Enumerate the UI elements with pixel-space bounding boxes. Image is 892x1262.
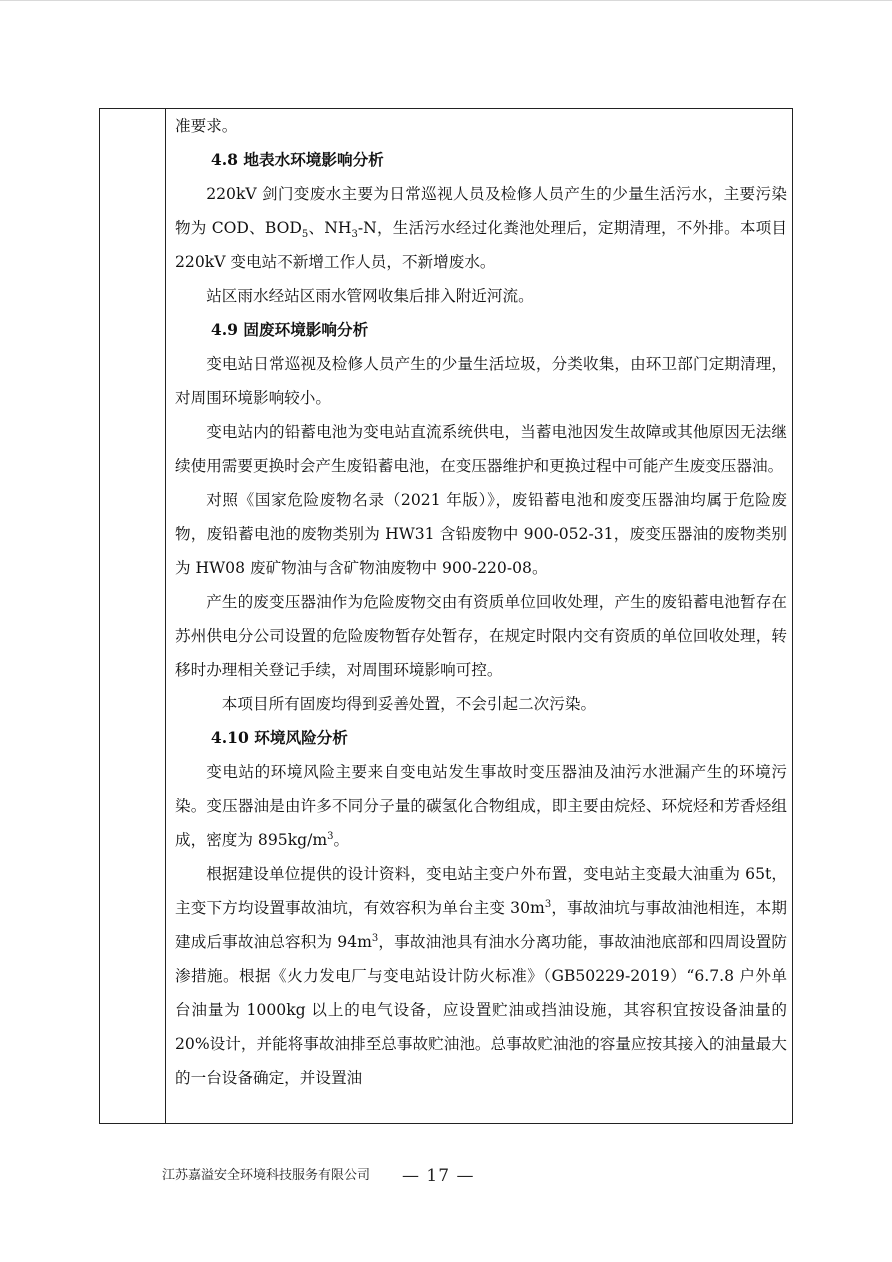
table-left-column bbox=[100, 109, 166, 1123]
paragraph-no-secondary-pollution: 本项目所有固废均得到妥善处置，不会引起二次污染。 bbox=[221, 695, 597, 713]
paragraph-lead-battery: 变电站内的铅蓄电池为变电站直流系统供电，当蓄电池因发生故障或其他原因无法继续使用需要更换时会产生废铅蓄电池，在变压器维护和更换过程中可能产生废变压器油。 bbox=[175, 423, 787, 475]
paragraph-rainwater: 站区雨水经站区雨水管网收集后排入附近河流。 bbox=[206, 287, 534, 305]
paragraph-hazard-list: 对照《国家危险废物名录（2021 年版）》，废铅蓄电池和废变压器油均属于危险废物，废铅蓄电池的废物类别为 HW31 含铅废物中 900-052-31，废变压器油的废物类别为 HW08 废矿物油与含矿物油废物中 900-220-08。 bbox=[175, 491, 787, 577]
section-heading-4-9: 4.9 固废环境影响分析 bbox=[210, 320, 369, 339]
table-content-cell bbox=[175, 109, 787, 1095]
paragraph-wastewater: 220kV 剑门变废水主要为日常巡视人员及检修人员产生的少量生活污水，主要污染物为 COD、$BOD_5$、$NH_3-N$，生活污水经过化粪池处理后，定期清理，不外排。本项目 220kV 变电站不新增工作人员，不新增废水。 bbox=[175, 185, 788, 271]
section-heading-4-10: 4.10 环境风险分析 bbox=[210, 728, 348, 747]
footer-company: 江苏嘉溢安全环境科技服务有限公司 bbox=[162, 1168, 371, 1183]
paragraph-risk-source: 变电站的环境风险主要来自变电站发生事故时变压器油及油污水泄漏产生的环境污染。变压器油是由许多不同分子量的碳氢化合物组成，即主要由烷烃、环烷烃和芳香烃组成，密度为 $895kg/m^3$。 bbox=[175, 763, 787, 849]
paragraph-waste-disposal: 产生的废变压器油作为危险废物交由有资质单位回收处理，产生的废铅蓄电池暂存在苏州供电分公司设置的危险废物暂存处暂存，在规定时限内交有资质的单位回收处理，转移时办理相关登记手续，对周围环境影响可控。 bbox=[175, 593, 787, 679]
paragraph-domestic-waste: 变电站日常巡视及检修人员产生的少量生活垃圾，分类收集，由环卫部门定期清理，对周围环境影响较小。 bbox=[175, 355, 787, 407]
section-heading-4-8: 4.8 地表水环境影响分析 bbox=[210, 150, 384, 169]
report-table-frame bbox=[99, 108, 793, 1124]
paragraph-accident-oil-pit: 根据建设单位提供的设计资料，变电站主变户外布置，变电站主变最大油重为 65t，主变下方均设置事故油坑，有效容积为单台主变 $30m^3$，事故油坑与事故油池相连，本期建成后事故油总容积为 $94m^3$，事故油池具有油水分离功能，事故油池底部和四周设置防渗措施。根据《火力发电厂与变电站设计防火标准》（GB50229-2019）“6.7.8 户外单台油量为 1000kg 以上的电气设备，应设置贮油或挡油设施，其容积宜按设备油量的 20%设计，并能将事故油排至总事故贮油池。总事故贮油池的容量应按其接入的油量最大的一台设备确定，并设置油 bbox=[175, 865, 787, 1087]
top-edge-rule bbox=[0, 0, 892, 1]
continuation-text: 准要求。 bbox=[175, 117, 238, 135]
page-number: — 17 — bbox=[402, 1166, 475, 1186]
